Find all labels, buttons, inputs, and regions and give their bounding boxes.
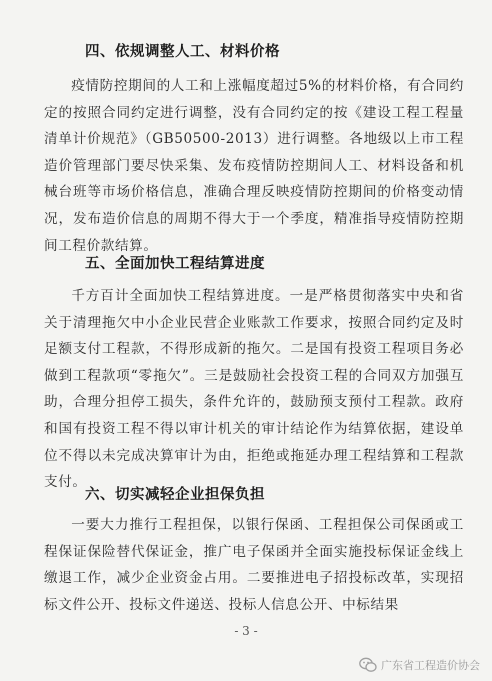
watermark [359, 656, 480, 674]
watermark-text: 广东省工程造价协会 [381, 659, 480, 672]
section-heading: 四、依规调整人工、材料价格 [85, 44, 280, 60]
section-4 [44, 42, 464, 259]
section-5 [44, 254, 464, 496]
section-6 [44, 485, 464, 618]
section-paragraph: 疫情防控期间的人工和上涨幅度超过5%的材料价格，有合同约定的按照合同约定进行调整，没有合同约定的按《建设工程工程量清单计价规范》（GB50500-2013）进行调整。各地级以上市工程造价管理部门要尽快采集、发布疫情防控期间人工、材料设备和机械台班等市场价格信息，准确合理反映疫情防控期间的价格变动情况，发布造价信息的周期不得大于一个季度，精准指导疫情防控期间工程价款结算。 [44, 78, 464, 254]
section-paragraph: 千方百计全面加快工程结算进度。一是严格贯彻落实中央和省关于清理拖欠中小企业民营企业账款工作要求，按照合同约定及时足额支付工程款，不得形成新的拖欠。二是国有投资工程项目务必做到工程款项“零拖欠”。三是鼓励社会投资工程的合同双方加强互助，合理分担停工损失，条件允许的，鼓励预支预付工程款。政府和国有投资工程不得以审计机关的审计结论作为结算依据，建设单位不得以未完成决算审计为由，拒绝或拖延办理工程结算和工程款支付。 [44, 288, 464, 491]
wechat-icon [359, 657, 377, 673]
section-paragraph: 一要大力推行工程担保，以银行保函、工程担保公司保函或工程保证保险替代保证金，推广电子保函并全面实施投标保证金线上缴退工作，减少企业资金占用。二要推进电子招投标改革，实现招标文件公开、投标文件递送、投标人信息公开、中标结果 [44, 517, 464, 613]
section-heading: 五、全面加快工程结算进度 [85, 256, 265, 272]
page-number: - 3 - [234, 624, 258, 638]
section-heading: 六、切实减轻企业担保负担 [85, 487, 265, 503]
